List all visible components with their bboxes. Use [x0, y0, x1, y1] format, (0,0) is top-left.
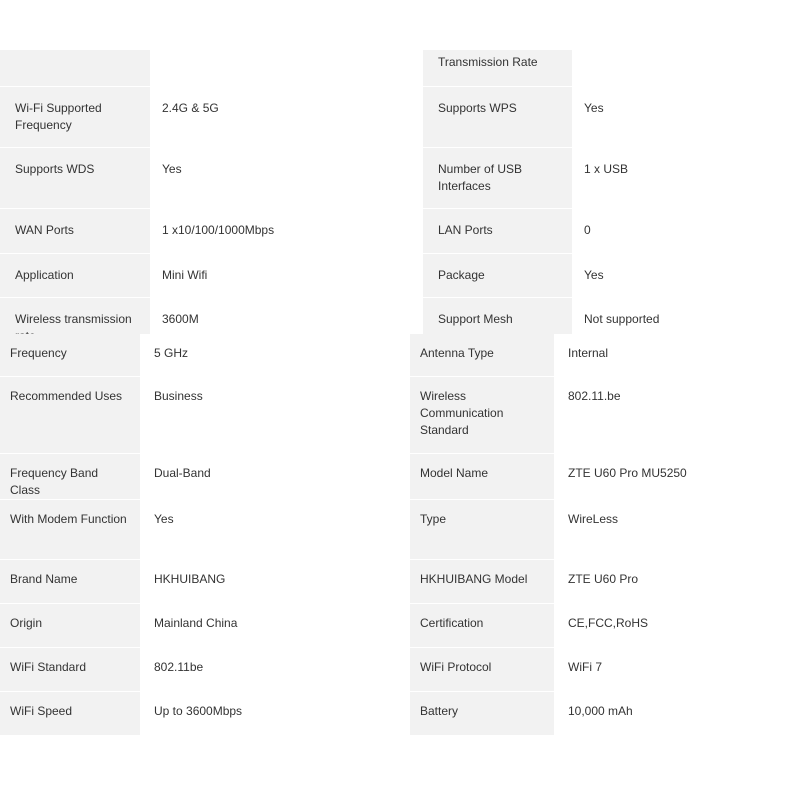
spec-label: Brand Name [0, 559, 140, 603]
spec-value: CE,FCC,RoHS [554, 603, 772, 647]
spec-value: 2.4G & 5G [150, 86, 423, 147]
table-row [0, 691, 772, 735]
spec-label: Certification [410, 603, 554, 647]
top-spec-section [0, 0, 800, 334]
spec-label: Frequency Band Class [0, 453, 140, 499]
spec-label: With Modem Function [0, 499, 140, 559]
spec-label: Recommended Uses [0, 376, 140, 453]
spec-label: HKHUIBANG Model [410, 559, 554, 603]
spec-value: HKHUIBANG [140, 559, 410, 603]
spec-value: Business [140, 376, 410, 453]
spec-value: Internal [554, 334, 772, 376]
table-row [0, 208, 772, 253]
spec-label: Package [423, 253, 572, 297]
top-spec-table [0, 50, 772, 358]
spec-value: WireLess [554, 499, 772, 559]
spec-value: Yes [140, 499, 410, 559]
spec-value: 5 GHz [140, 334, 410, 376]
spec-label: Model Name [410, 453, 554, 499]
spec-label: LAN Ports [423, 208, 572, 253]
table-row [0, 334, 772, 376]
spec-value: 1 x10/100/1000Mbps [150, 208, 423, 253]
spec-label: Number of USB Interfaces [423, 147, 572, 208]
spec-value: 802.11.be [554, 376, 772, 453]
spec-value: WiFi 7 [554, 647, 772, 691]
table-row [0, 453, 772, 499]
spec-label: Wireless Communication Standard [410, 376, 554, 453]
spec-label: Wireless transmission [0, 297, 150, 357]
spec-value: Yes [572, 86, 772, 147]
spec-value: Not supported [572, 297, 772, 357]
table-row [0, 50, 772, 86]
spec-label: WAN Ports [0, 208, 150, 253]
spec-label: Supports WDS [0, 147, 150, 208]
spec-label: WiFi Speed [0, 691, 140, 735]
spec-value: Yes [150, 147, 423, 208]
spec-label: Origin [0, 603, 140, 647]
spec-label: WiFi Protocol [410, 647, 554, 691]
spec-value: 1 x USB [572, 147, 772, 208]
table-row [0, 147, 772, 208]
table-row [0, 647, 772, 691]
table-row [0, 559, 772, 603]
spec-label: Application [0, 253, 150, 297]
spec-value: 10,000 mAh [554, 691, 772, 735]
spec-value: ZTE U60 Pro MU5250 [554, 453, 772, 499]
spec-value: ZTE U60 Pro [554, 559, 772, 603]
spec-value: Dual-Band [140, 453, 410, 499]
spec-label: WiFi Standard [0, 647, 140, 691]
table-row [0, 376, 772, 453]
spec-value [150, 50, 423, 86]
spec-label: Support Mesh [423, 297, 572, 357]
spec-value: 3600M [150, 297, 423, 357]
spec-value: Mini Wifi [150, 253, 423, 297]
spec-label: Frequency [0, 334, 140, 376]
spec-value: Mainland China [140, 603, 410, 647]
table-row [0, 86, 772, 147]
spec-value: 0 [572, 208, 772, 253]
table-row [0, 499, 772, 559]
spec-label [0, 50, 150, 86]
spec-label: Wi-Fi Supported Frequency [0, 86, 150, 147]
spec-label: Type [410, 499, 554, 559]
spec-label: Transmission Rate [423, 50, 572, 86]
table-row [0, 603, 772, 647]
spec-label: Antenna Type [410, 334, 554, 376]
spec-value: 802.11be [140, 647, 410, 691]
spec-label: Battery [410, 691, 554, 735]
spec-value: Up to 3600Mbps [140, 691, 410, 735]
spec-value [572, 50, 772, 86]
spec-value: Yes [572, 253, 772, 297]
spec-label: Supports WPS [423, 86, 572, 147]
table-row [0, 253, 772, 297]
bottom-spec-table [0, 334, 772, 736]
